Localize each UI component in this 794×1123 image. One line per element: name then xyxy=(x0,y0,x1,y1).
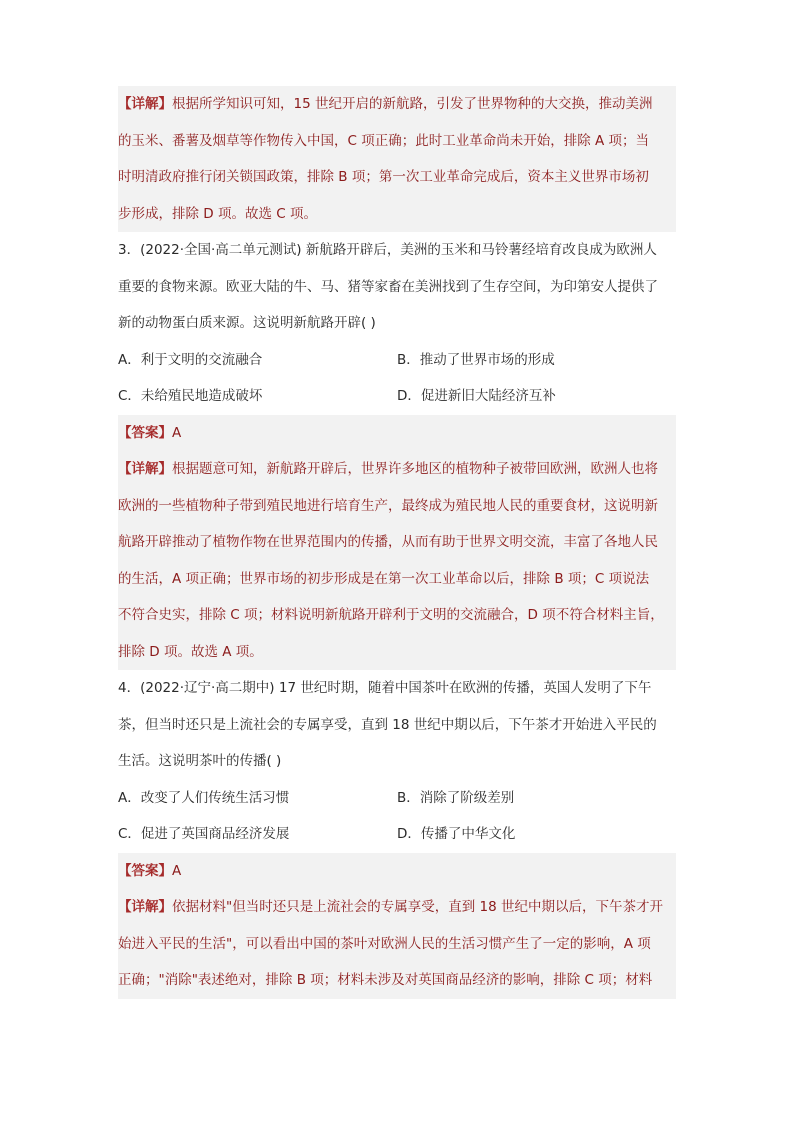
question-stem-line: 茶，但当时还只是上流社会的专属享受，直到 18 世纪中期以后，下午茶才开始进入平民的 xyxy=(118,716,657,733)
explanation-line: 时明清政府推行闭关锁国政策，排除 B 项；第一次工业革命完成后，资本主义世界市场初 xyxy=(118,169,649,185)
explanation-line: 正确；"消除"表述绝对，排除 B 项；材料未涉及对英国商品经济的影响，排除 C 项；材料 xyxy=(118,972,653,988)
option-a: A．改变了人们传统生活习惯 xyxy=(118,789,290,806)
question-stem-line: 重要的食物来源。欧亚大陆的牛、马、猪等家畜在美洲找到了生存空间，为印第安人提供了 xyxy=(118,278,658,295)
explanation-line: 的玉米、番薯及烟草等作物传入中国，C 项正确；此时工业革命尚未开始，排除 A 项；当 xyxy=(118,132,650,149)
explanation-line: 不符合史实，排除 C 项；材料说明新航路开辟利于文明的交流融合，D 项不符合材料主旨， xyxy=(118,607,664,623)
option-b: B．消除了阶级差别 xyxy=(397,789,515,806)
answer-value: A xyxy=(172,862,182,879)
option-a: A．利于文明的交流融合 xyxy=(118,351,263,368)
explanation-line: 航路开辟推动了植物作物在世界范围内的传播，从而有助于世界文明交流，丰富了各地人民 xyxy=(118,534,658,550)
answer-block xyxy=(118,415,676,452)
option-c: C．促进了英国商品经济发展 xyxy=(118,826,290,842)
explanation-line: 排除 D 项。故选 A 项。 xyxy=(118,643,263,660)
option-row xyxy=(118,342,676,379)
option-d: D．促进新旧大陆经济互补 xyxy=(397,388,556,404)
document-page xyxy=(118,86,676,999)
explanation-tag: 【详解】 xyxy=(118,899,172,915)
option-b: B．推动了世界市场的形成 xyxy=(397,351,555,368)
answer-block xyxy=(118,853,676,890)
explanation-tag: 【详解】 xyxy=(118,461,172,477)
question-stem-line: 3．(2022·全国·高二单元测试) 新航路开辟后，美洲的玉米和马铃薯经培育改良成为欧洲人 xyxy=(118,242,657,258)
answer-tag: 【答案】 xyxy=(118,424,172,441)
explanation-block xyxy=(118,86,676,232)
explanation-line: 步形成，排除 D 项。故选 C 项。 xyxy=(118,205,317,222)
option-c: C．未给殖民地造成破坏 xyxy=(118,388,263,404)
explanation-line: 欧洲的一些植物种子带到殖民地进行培育生产，最终成为殖民地人民的重要食材，这说明新 xyxy=(118,497,658,514)
explanation-line: 的生活，A 项正确；世界市场的初步形成是在第一次工业革命以后，排除 B 项；C 项说法 xyxy=(118,570,650,587)
explanation-line: 【详解】根据所学知识可知，15 世纪开启的新航路，引发了世界物种的大交换，推动美洲 xyxy=(118,96,653,112)
option-row xyxy=(118,780,676,817)
question-stem-line: 4．(2022·辽宁·高二期中) 17 世纪时期，随着中国茶叶在欧洲的传播，英国人发明了下午 xyxy=(118,680,652,696)
option-row xyxy=(118,816,676,853)
option-d: D．传播了中华文化 xyxy=(397,826,516,842)
explanation-block xyxy=(118,889,676,999)
explanation-line: 始进入平民的生活"，可以看出中国的茶叶对欧洲人民的生活习惯产生了一定的影响，A 项 xyxy=(118,935,651,952)
question-stem-line: 生活。这说明茶叶的传播( ) xyxy=(118,753,282,769)
question-4 xyxy=(118,670,676,853)
answer-value: A xyxy=(172,424,182,441)
answer-tag: 【答案】 xyxy=(118,862,172,879)
explanation-line: 【详解】根据题意可知，新航路开辟后，世界许多地区的植物种子被带回欧洲，欧洲人也将 xyxy=(118,461,658,477)
question-3 xyxy=(118,232,676,415)
option-row xyxy=(118,378,676,415)
explanation-tag: 【详解】 xyxy=(118,96,172,112)
explanation-block xyxy=(118,451,676,670)
question-stem-line: 新的动物蛋白质来源。这说明新航路开辟( ) xyxy=(118,315,376,331)
explanation-line: 【详解】依据材料"但当时还只是上流社会的专属享受，直到 18 世纪中期以后，下午茶才开 xyxy=(118,899,663,915)
